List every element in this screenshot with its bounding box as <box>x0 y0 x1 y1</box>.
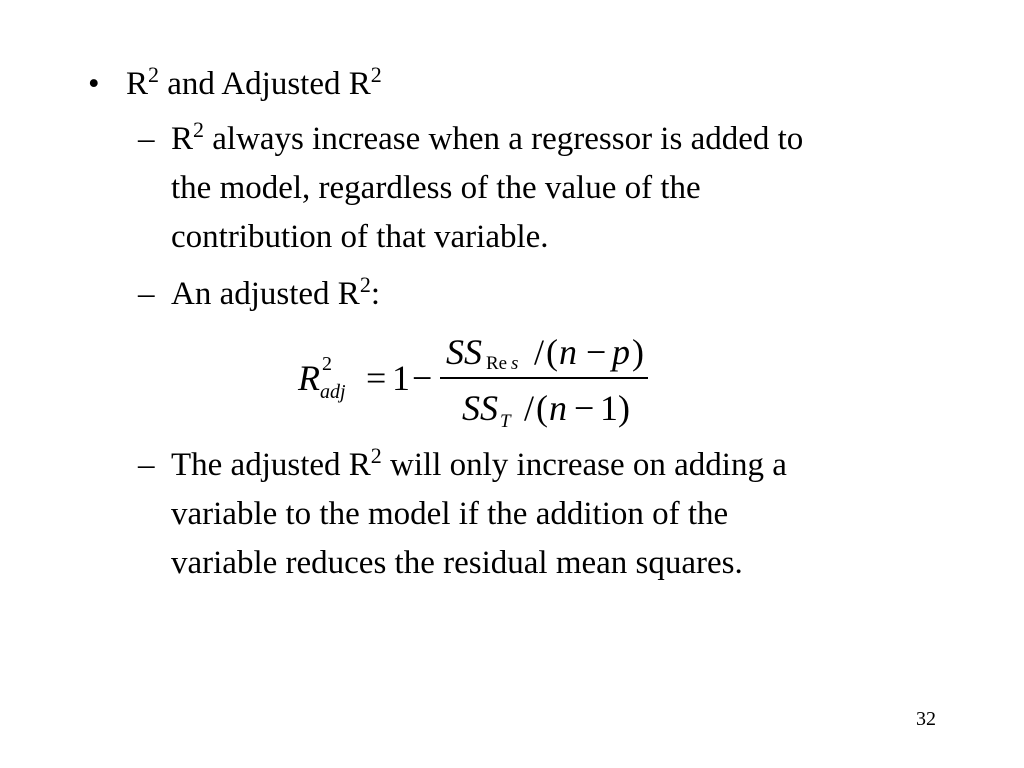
sub-point-1-line-1 <box>138 119 803 159</box>
fraction-bar <box>440 377 648 379</box>
point2-tail: : <box>370 276 380 312</box>
denominator-n: n <box>549 388 567 428</box>
numerator-n: n <box>559 332 577 372</box>
denominator-slash: / <box>524 388 535 428</box>
formula-one: 1 <box>392 358 410 398</box>
formula-equals: = <box>366 358 387 398</box>
heading-text-b: and Adjusted R <box>159 66 371 102</box>
numerator-subscript-re: Re <box>486 353 508 374</box>
dash-icon: – <box>138 447 155 483</box>
denominator-subscript-t: T <box>500 411 511 432</box>
heading-text-a: R <box>126 66 149 102</box>
numerator-ss: SS <box>446 332 482 372</box>
point3-sup: 2 <box>370 443 382 468</box>
adjusted-r2-formula <box>296 334 656 430</box>
sub-point-3-line-3: variable reduces the residual mean squares. <box>171 545 743 581</box>
denominator-ss: SS <box>462 388 498 428</box>
sub-point-1-line-2: the model, regardless of the value of the <box>171 170 701 206</box>
formula-r-symbol: R <box>298 358 320 398</box>
point3-lead: The adjusted R <box>171 447 371 483</box>
numerator-paren-close: ) <box>632 332 644 372</box>
sub-point-3-line-2: variable to the model if the addition of the <box>171 496 729 532</box>
main-bullet <box>88 64 382 104</box>
point2-text: An adjusted R <box>171 276 360 312</box>
heading-sup-b: 2 <box>370 62 382 87</box>
point1-sup: 2 <box>193 117 205 142</box>
numerator-subscript-s: s <box>511 353 519 374</box>
point2-sup: 2 <box>359 272 371 297</box>
denominator-one: 1 <box>600 388 618 428</box>
denominator-minus: − <box>574 388 595 428</box>
page-number: 32 <box>916 708 936 730</box>
heading-sup-a: 2 <box>148 62 160 87</box>
sub-point-1-line-3: contribution of that variable. <box>171 219 549 255</box>
dash-icon: – <box>138 276 155 312</box>
sub-point-3-line-1 <box>138 445 787 485</box>
numerator-minus: − <box>586 332 607 372</box>
point1-line1-rest: always increase when a regressor is added to <box>204 121 804 157</box>
formula-minus: − <box>412 358 433 398</box>
numerator-slash: / <box>534 332 545 372</box>
numerator-p: p <box>612 332 630 372</box>
denominator-paren-open: ( <box>536 388 548 428</box>
formula-r-superscript: 2 <box>322 353 332 375</box>
bullet-icon: • <box>88 66 100 102</box>
formula-r-subscript: adj <box>320 381 346 403</box>
sub-point-2 <box>138 274 380 314</box>
denominator-paren-close: ) <box>618 388 630 428</box>
point3-line1-rest: will only increase on adding a <box>381 447 787 483</box>
numerator-paren-open: ( <box>546 332 558 372</box>
point1-lead: R <box>171 121 194 157</box>
dash-icon: – <box>138 121 155 157</box>
